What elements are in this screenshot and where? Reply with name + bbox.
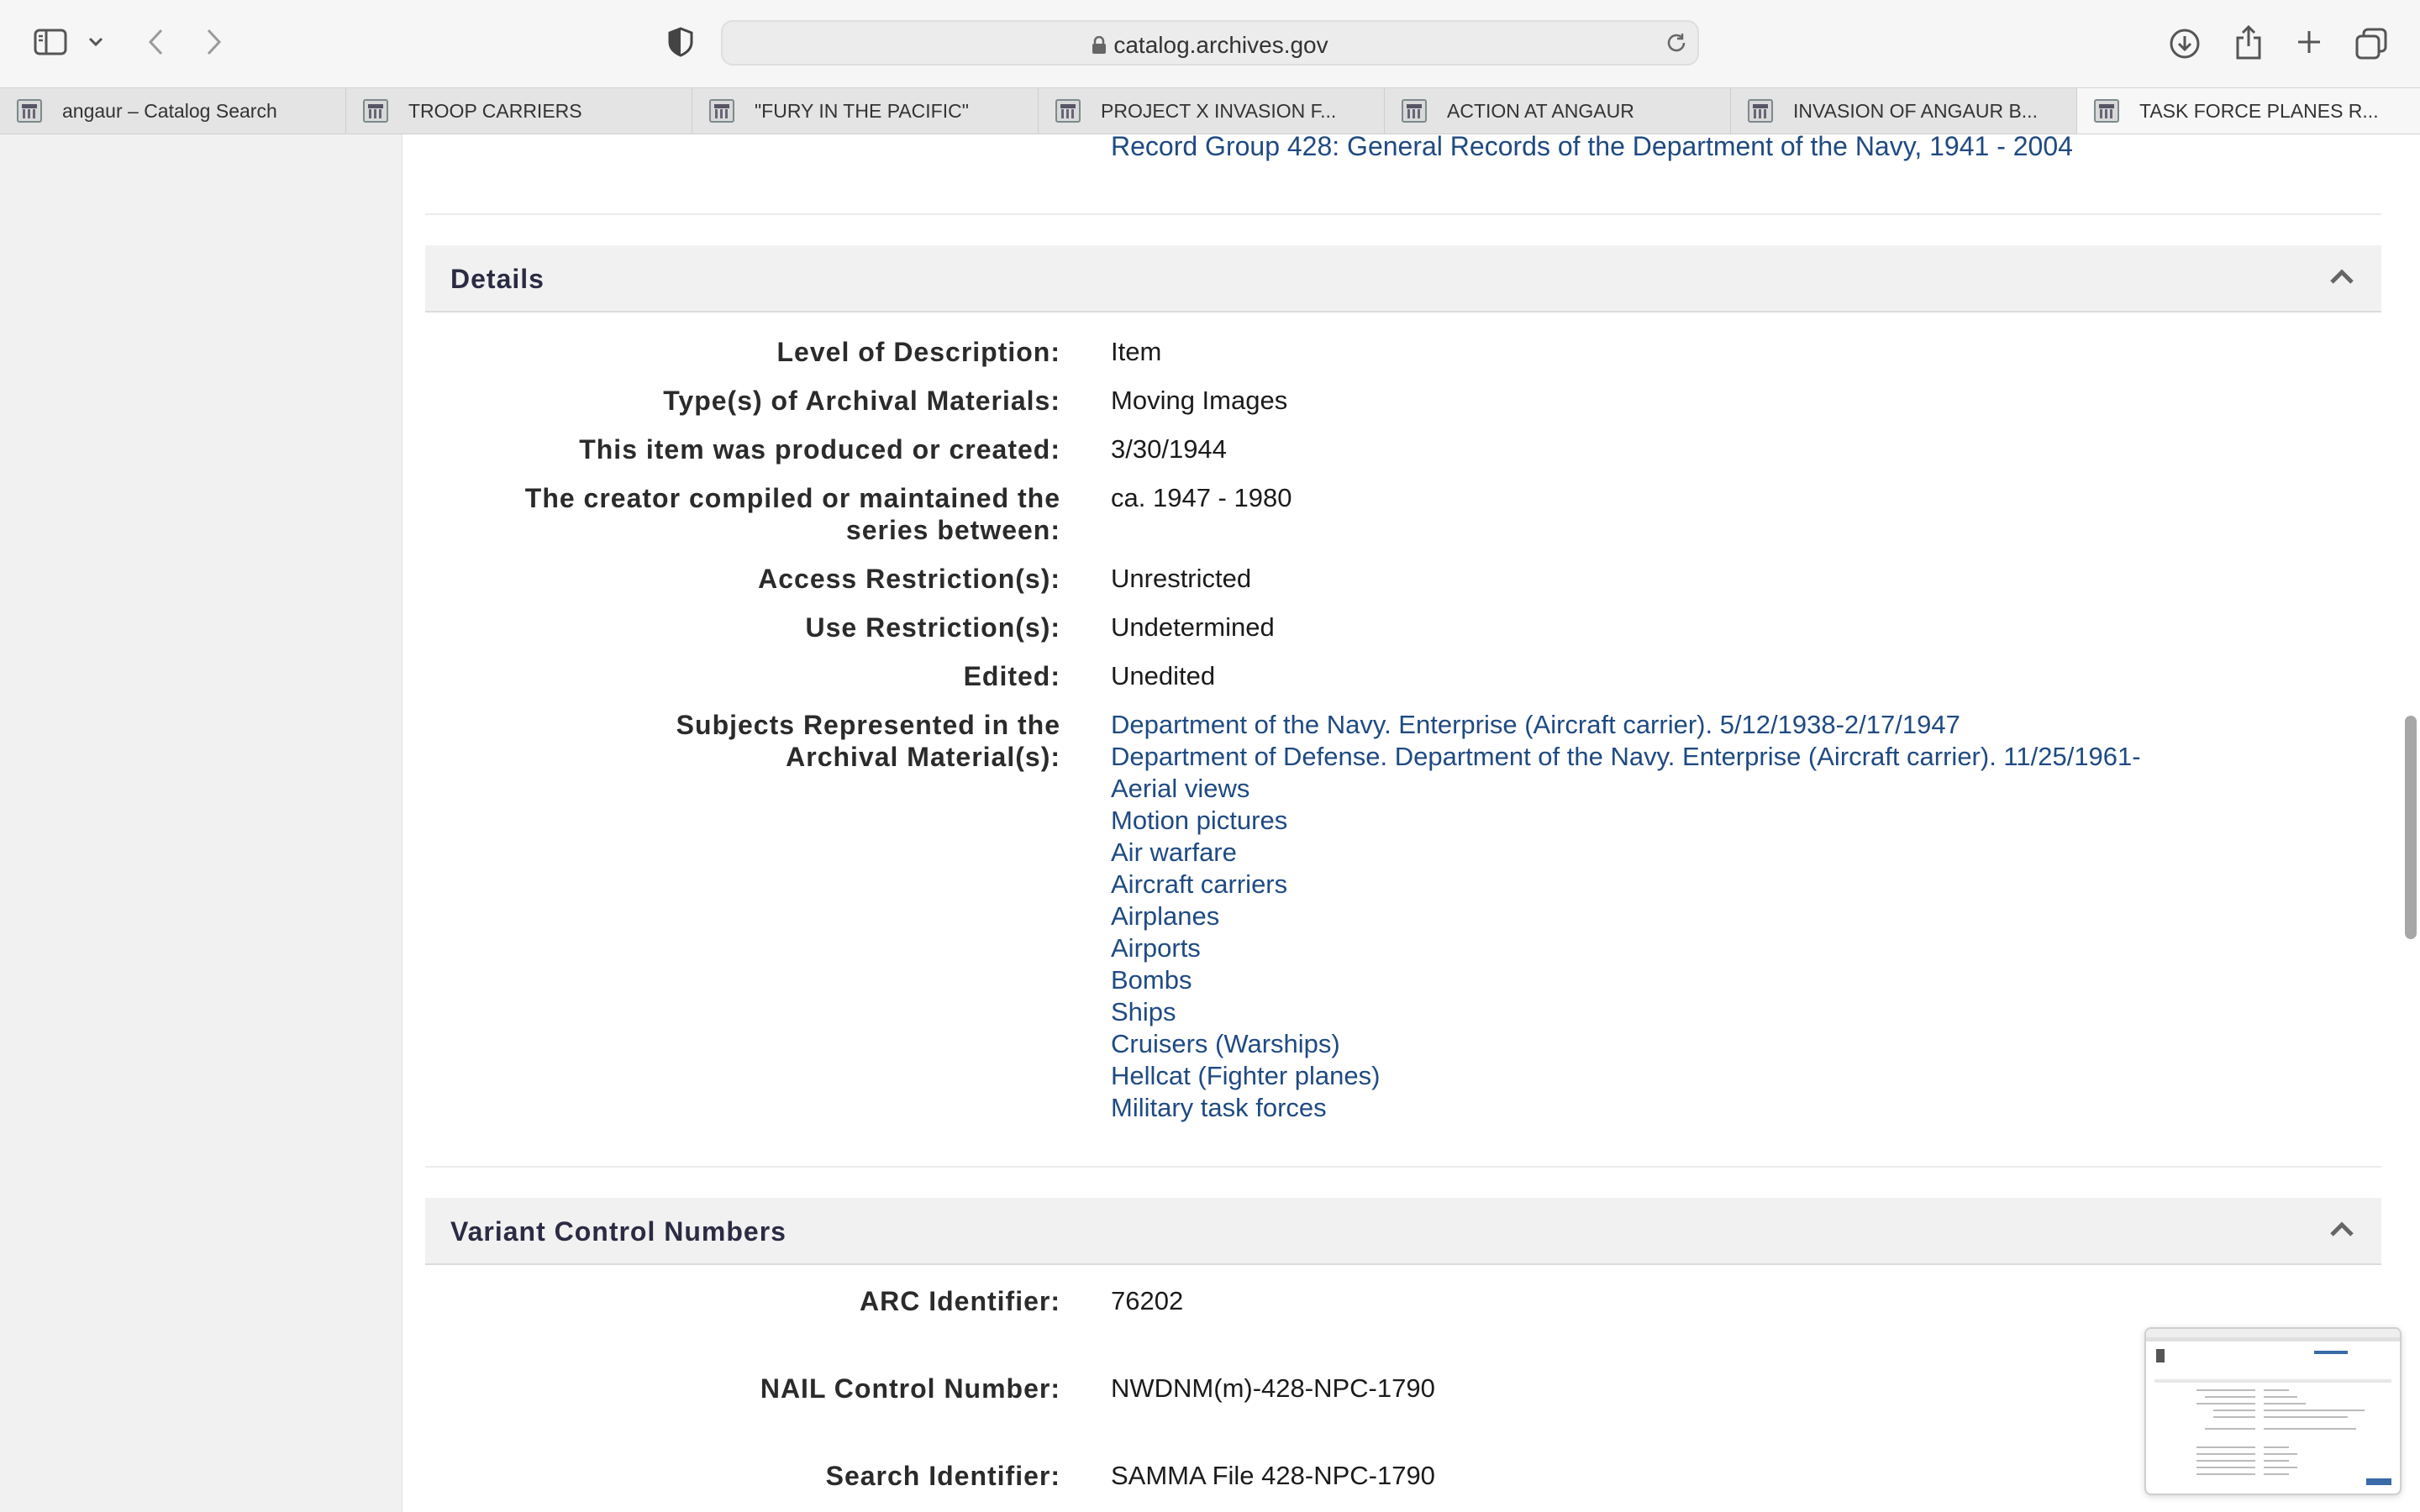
archives-favicon-icon bbox=[1748, 99, 1773, 123]
back-chevron-left-icon[interactable] bbox=[139, 25, 173, 59]
subject-link[interactable]: Military task forces bbox=[1111, 1093, 1327, 1122]
tab-angaur-catalog-search[interactable] bbox=[0, 88, 346, 134]
variant-value: 76202 bbox=[1111, 1286, 1184, 1315]
tab-label: angaur – Catalog Search bbox=[62, 99, 277, 122]
detail-value: ca. 1947 - 1980 bbox=[1111, 483, 1292, 512]
tab-label: ACTION AT ANGAUR bbox=[1447, 99, 1634, 122]
browser-toolbar bbox=[0, 0, 2420, 87]
subject-link[interactable]: Motion pictures bbox=[1111, 806, 1288, 835]
sidebar-icon[interactable] bbox=[32, 25, 69, 59]
detail-value: Unrestricted bbox=[1111, 564, 1252, 593]
subject-link[interactable]: Department of Defense. Department of the Navy. Enterprise (Aircraft carrier). 11/25/1961- bbox=[1111, 742, 2141, 771]
variant-label: Search Identifier: bbox=[825, 1461, 1060, 1491]
chevron-up-icon[interactable] bbox=[2329, 264, 2354, 293]
subjects-list bbox=[1111, 709, 2141, 1124]
details-title: Details bbox=[450, 264, 544, 294]
detail-label: Subjects Represented in the Archival Material(s): bbox=[676, 710, 1060, 772]
variant-label: NAIL Control Number: bbox=[760, 1373, 1060, 1404]
subject-link[interactable]: Air warfare bbox=[1111, 837, 1237, 867]
screenshot-thumbnail[interactable] bbox=[2144, 1327, 2402, 1495]
archives-favicon-icon bbox=[2094, 99, 2119, 123]
lock-icon bbox=[1092, 34, 1107, 60]
subject-link[interactable]: Aerial views bbox=[1111, 774, 1250, 803]
page-scrollbar[interactable] bbox=[2405, 716, 2417, 939]
archives-favicon-icon bbox=[709, 99, 734, 123]
detail-value: 3/30/1944 bbox=[1111, 434, 1227, 464]
detail-label: Access Restriction(s): bbox=[758, 564, 1060, 594]
tab-label: PROJECT X INVASION F... bbox=[1101, 99, 1337, 122]
subject-link[interactable]: Department of the Navy. Enterprise (Aircraft carrier). 5/12/1938-2/17/1947 bbox=[1111, 710, 1960, 739]
tab-project-x-invasion[interactable] bbox=[1039, 88, 1385, 134]
page-content bbox=[0, 131, 2420, 1512]
tab-label: TROOP CARRIERS bbox=[408, 99, 582, 122]
subject-link[interactable]: Airplanes bbox=[1111, 901, 1220, 931]
chevron-down-icon[interactable] bbox=[84, 30, 108, 54]
archives-favicon-icon bbox=[1402, 99, 1427, 123]
download-icon[interactable] bbox=[2166, 25, 2203, 62]
tab-task-force-planes[interactable] bbox=[2077, 88, 2420, 134]
detail-value: Item bbox=[1111, 337, 1162, 366]
share-icon[interactable] bbox=[2230, 22, 2267, 62]
archives-favicon-icon bbox=[17, 99, 42, 123]
detail-value: Unedited bbox=[1111, 661, 1216, 690]
record-group-link[interactable]: Record Group 428: General Records of the Department of the Navy, 1941 - 2004 bbox=[1111, 131, 2073, 161]
tab-troop-carriers[interactable] bbox=[346, 88, 692, 134]
variant-label: ARC Identifier: bbox=[860, 1286, 1060, 1316]
reload-icon[interactable] bbox=[1665, 32, 1687, 58]
detail-value: Undetermined bbox=[1111, 612, 1275, 642]
tab-invasion-of-angaur[interactable] bbox=[1731, 88, 2077, 134]
subject-link[interactable]: Aircraft carriers bbox=[1111, 869, 1288, 899]
chevron-up-icon[interactable] bbox=[2329, 1216, 2354, 1246]
address-bar[interactable] bbox=[721, 20, 1699, 66]
url-text: catalog.archives.gov bbox=[1113, 32, 1328, 58]
subject-link[interactable]: Cruisers (Warships) bbox=[1111, 1029, 1340, 1058]
tab-strip bbox=[0, 87, 2420, 134]
divider bbox=[425, 1166, 2381, 1168]
forward-chevron-right-icon[interactable] bbox=[197, 25, 230, 59]
tab-action-at-angaur[interactable] bbox=[1385, 88, 1731, 134]
tab-label: INVASION OF ANGAUR B... bbox=[1793, 99, 2038, 122]
detail-label: This item was produced or created: bbox=[579, 434, 1060, 465]
subject-link[interactable]: Hellcat (Fighter planes) bbox=[1111, 1061, 1381, 1090]
variant-title: Variant Control Numbers bbox=[450, 1216, 786, 1247]
privacy-shield-icon[interactable] bbox=[664, 25, 697, 59]
tab-label: "FURY IN THE PACIFIC" bbox=[755, 99, 969, 122]
detail-label: Edited: bbox=[963, 661, 1060, 691]
detail-label: Type(s) of Archival Materials: bbox=[663, 386, 1060, 416]
archives-favicon-icon bbox=[1055, 99, 1081, 123]
detail-label: The creator compiled or maintained the series between: bbox=[524, 483, 1060, 545]
variant-value: SAMMA File 428-NPC-1790 bbox=[1111, 1461, 1435, 1490]
tab-fury-in-the-pacific[interactable] bbox=[692, 88, 1039, 134]
details-section-header[interactable] bbox=[425, 245, 2381, 312]
variant-value: NWDNM(m)-428-NPC-1790 bbox=[1111, 1373, 1435, 1403]
new-tab-plus-icon[interactable] bbox=[2292, 25, 2326, 59]
detail-label: Use Restriction(s): bbox=[805, 612, 1060, 643]
archives-favicon-icon bbox=[363, 99, 388, 123]
left-sidebar bbox=[0, 134, 402, 1512]
subject-link[interactable]: Bombs bbox=[1111, 965, 1192, 995]
detail-label: Level of Description: bbox=[776, 337, 1060, 367]
subject-link[interactable]: Ships bbox=[1111, 997, 1176, 1026]
tab-label: TASK FORCE PLANES R... bbox=[2139, 99, 2379, 122]
variant-section-header[interactable] bbox=[425, 1198, 2381, 1265]
divider bbox=[425, 213, 2381, 215]
tab-overview-icon[interactable] bbox=[2353, 25, 2390, 62]
detail-value: Moving Images bbox=[1111, 386, 1288, 415]
subject-link[interactable]: Airports bbox=[1111, 933, 1201, 963]
